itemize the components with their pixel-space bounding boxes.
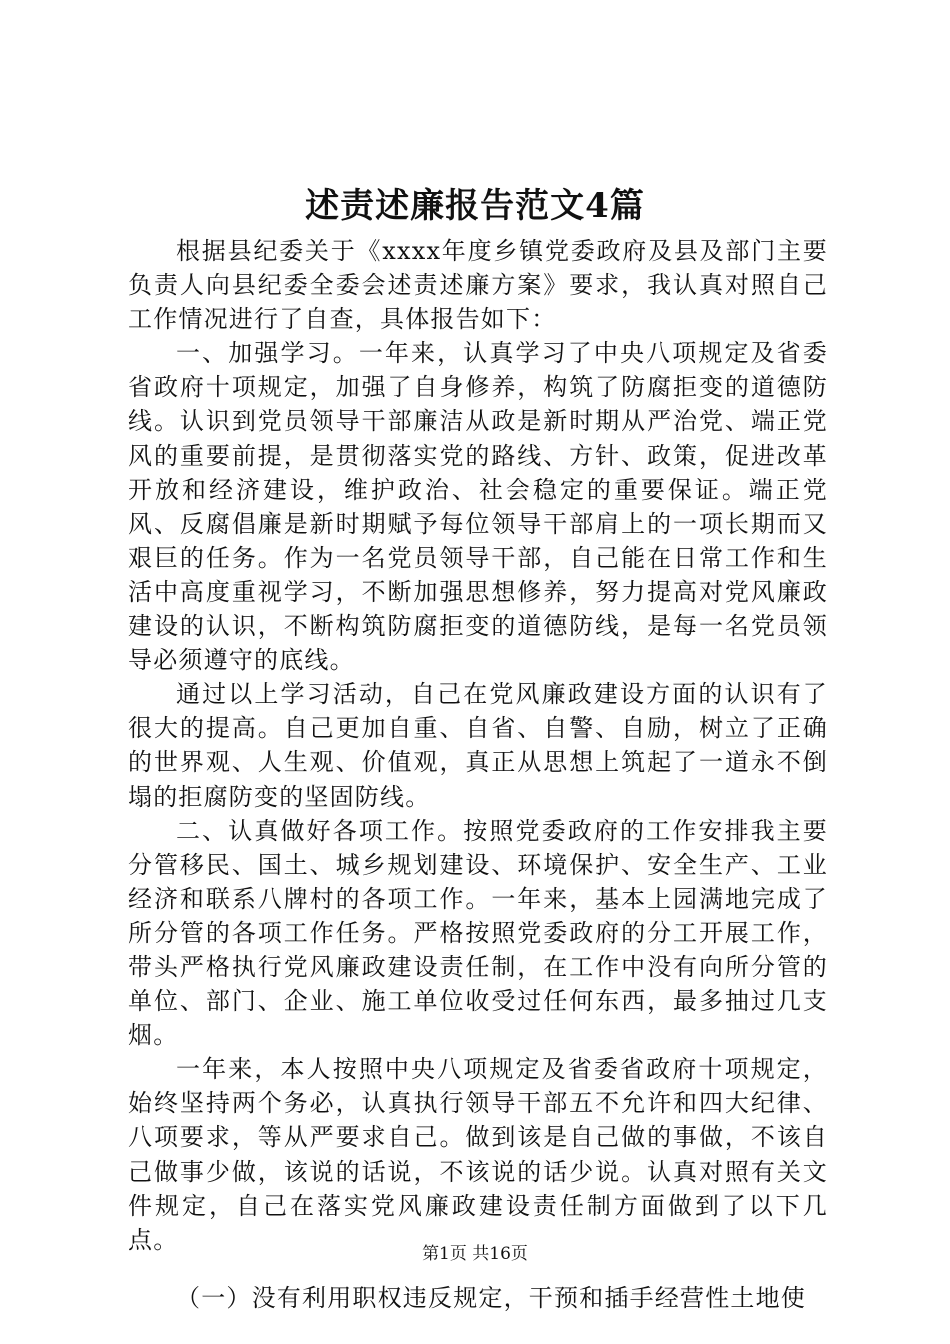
page-number-footer: 第1页 共16页 — [422, 1244, 528, 1264]
paragraph-section-1: 一、加强学习。一年来，认真学习了中央八项规定及省委省政府十项规定，加强了自身修养，构筑了防腐拒变的道德防线。认识到党员领导干部廉洁从政是新时期从严治党、端正党风的重要前提，是贯彻落实党的路线、方针、政策，促进改革开放和经济建设，维护政治、社会稳定的重要保证。端正党风、反腐倡廉是新时期赋予每位领导干部肩上的一项长期而又艰巨的任务。作为一名党员领导干部，自己能在日常工作和生活中高度重视学习，不断加强思想修养，努力提高对党风廉政建设的认识，不断构筑防腐拒变的道德防线，是每一名党员领导必须遵守的底线。 — [128, 339, 828, 675]
document-title: 述责述廉报告范文4篇 — [305, 186, 645, 226]
paragraph-discipline: 一年来，本人按照中央八项规定及省委省政府十项规定，始终坚持两个务必，认真执行领导干部五不允许和四大纪律、八项要求，等从严要求自己。做到该是自己做的事做，不该自己做事少做，该说的话说，不该说的话少说。认真对照有关文件规定，自己在落实党风廉政建设责任制方面做到了以下几点。 — [128, 1055, 828, 1254]
document-body — [128, 234, 828, 1315]
paragraph-section-2: 二、认真做好各项工作。按照党委政府的工作安排我主要分管移民、国土、城乡规划建设、环境保护、安全生产、工业经济和联系八牌村的各项工作。一年来，基本上园满地完成了所分管的各项工作任务。严格按照党委政府的分工开展工作，带头严格执行党风廉政建设责任制，在工作中没有向所分管的单位、部门、企业、施工单位收受过任何东西，最多抽过几支烟。 — [128, 816, 828, 1050]
paragraph-intro: 根据县纪委关于《xxxx年度乡镇党委政府及县及部门主要负责人向县纪委全委会述责述廉方案》要求，我认真对照自己工作情况进行了自查，具体报告如下： — [128, 237, 828, 334]
paragraph-learning-result: 通过以上学习活动，自己在党风廉政建设方面的认识有了很大的提高。自己更加自重、自省、自警、自励，树立了正确的世界观、人生观、价值观，真正从思想上筑起了一道永不倒塌的拒腐防变的坚固防线。 — [128, 680, 828, 811]
paragraph-point-1: （一）没有利用职权违反规定，干预和插手经营性土地使 — [176, 1283, 806, 1312]
